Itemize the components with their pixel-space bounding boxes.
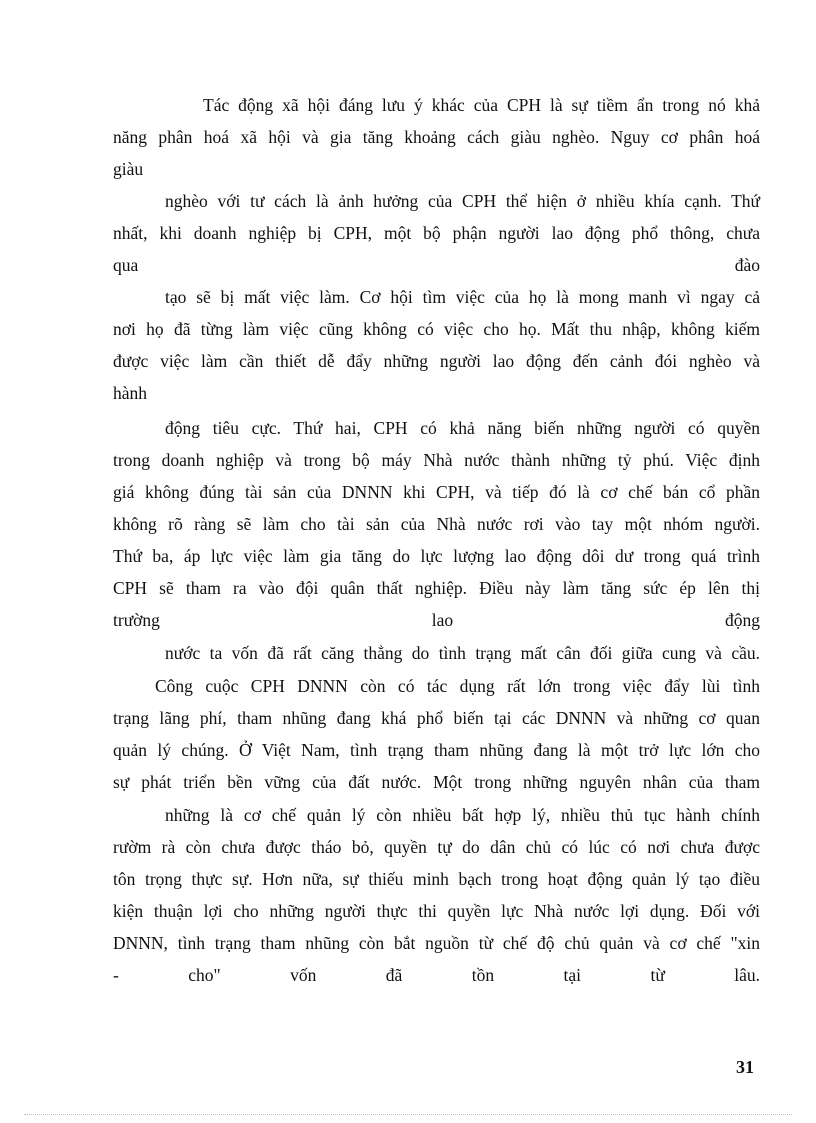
text-line: rườm rà còn chưa được tháo bỏ, quyền tự do dân chủ có lúc có nơi chưa được [113, 837, 760, 857]
text-line: nhất, khi doanh nghiệp bị CPH, một bộ phận người lao động phổ thông, chưa [113, 223, 760, 243]
text-line: - cho" vốn đã tồn tại từ lâu. [113, 965, 760, 985]
text-line: tạo sẽ bị mất việc làm. Cơ hội tìm việc của họ là mong manh vì ngay cả [165, 287, 760, 307]
page-bottom-border [24, 1114, 792, 1115]
text-line: được việc làm cần thiết dễ đẩy những người lao động đến cảnh đói nghèo và [113, 351, 760, 371]
text-line: sự phát triển bền vững của đất nước. Một trong những nguyên nhân của tham [113, 772, 760, 792]
text-line: CPH sẽ tham ra vào đội quân thất nghiệp. Điều này làm tăng sức ép lên thị [113, 578, 760, 598]
text-line: trạng lãng phí, tham nhũng đang khá phổ biến tại các DNNN và những cơ quan [113, 708, 760, 728]
text-line: DNNN, tình trạng tham nhũng còn bắt nguồn từ chế độ chủ quản và cơ chế "xin [113, 933, 760, 953]
text-line: động tiêu cực. Thứ hai, CPH có khả năng biến những người có quyền [165, 418, 760, 438]
text-line: nơi họ đã từng làm việc cũng không có việc cho họ. Mất thu nhập, không kiếm [113, 319, 760, 339]
text-line: giàu [113, 159, 144, 179]
text-line: kiện thuận lợi cho những người thực thi quyền lực Nhà nước lợi dụng. Đối với [113, 901, 760, 921]
text-line: trong doanh nghiệp và trong bộ máy Nhà nước thành những tỷ phú. Việc định [113, 450, 760, 470]
text-line: Thứ ba, áp lực việc làm gia tăng do lực lượng lao động dôi dư trong quá trình [113, 546, 760, 566]
text-line: Tác động xã hội đáng lưu ý khác của CPH là sự tiềm ẩn trong nó khả [203, 95, 760, 115]
text-line: qua đào [113, 255, 760, 275]
text-line: giá không đúng tài sản của DNNN khi CPH, và tiếp đó là cơ chế bán cổ phần [113, 482, 760, 502]
text-line: nghèo với tư cách là ảnh hưởng của CPH thể hiện ở nhiều khía cạnh. Thứ [165, 191, 760, 211]
text-line: hành [113, 383, 148, 403]
text-line: những là cơ chế quản lý còn nhiều bất hợp lý, nhiều thủ tục hành chính [165, 805, 760, 825]
text-line: năng phân hoá xã hội và gia tăng khoảng cách giàu nghèo. Nguy cơ phân hoá [113, 127, 760, 147]
text-line: Công cuộc CPH DNNN còn có tác dụng rất lớn trong việc đẩy lùi tình [155, 676, 760, 696]
text-line: tôn trọng thực sự. Hơn nữa, sự thiếu minh bạch trong hoạt động quản lý tạo điều [113, 869, 760, 889]
text-line: nước ta vốn đã rất căng thẳng do tình trạng mất cân đối giữa cung và cầu. [165, 643, 760, 663]
text-line: quản lý chúng. Ở Việt Nam, tình trạng tham nhũng đang là một trở lực lớn cho [113, 740, 760, 760]
page-number: 31 [736, 1057, 754, 1077]
text-line: không rõ ràng sẽ làm cho tài sản của Nhà nước rơi vào tay một nhóm người. [113, 514, 760, 534]
text-line: trường lao động [113, 610, 760, 630]
